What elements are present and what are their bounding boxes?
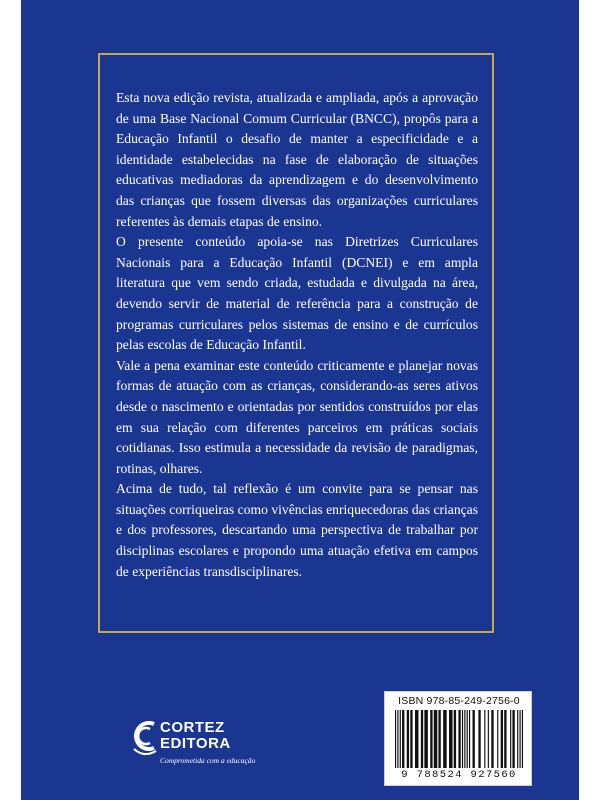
paragraph-2: O presente conteúdo apoia-se nas Diretrizes Curriculares Nacionais para a Educação Infantil (DCNEI) e em ampla literatura que vem sendo criada, estudada e divulgada na área, devendo servir de material de referência para a construção de programas curriculares pelos sistemas de ensino e de currículos pelas escolas de Educação Infantil. bbox=[116, 234, 478, 353]
publisher-logo bbox=[130, 718, 255, 778]
barcode-bar bbox=[478, 710, 480, 768]
barcode-bar bbox=[443, 710, 447, 768]
barcode-bar bbox=[424, 710, 428, 768]
barcode-bar bbox=[415, 710, 419, 768]
barcode-bar bbox=[438, 710, 440, 768]
barcode-bar bbox=[497, 710, 498, 768]
barcode-bar bbox=[488, 710, 489, 768]
cortez-c-icon bbox=[130, 718, 158, 758]
publisher-tagline: Comprometida com a educação bbox=[160, 756, 256, 765]
isbn-label: ISBN 978-85-249-2756-0 bbox=[398, 695, 520, 707]
barcode-bar bbox=[430, 710, 432, 768]
barcode-bar bbox=[469, 710, 470, 768]
barcode-bar bbox=[473, 710, 475, 768]
barcode-bar bbox=[504, 710, 506, 768]
barcode-bar bbox=[434, 710, 438, 768]
barcode-bar bbox=[510, 710, 511, 768]
barcode-bar bbox=[501, 710, 503, 768]
barcode-bar bbox=[410, 710, 412, 768]
barcode-bar bbox=[484, 710, 485, 768]
barcode-box bbox=[384, 691, 532, 786]
barcode-bar bbox=[491, 710, 493, 768]
barcode-bar bbox=[400, 710, 401, 768]
barcode-bar bbox=[454, 710, 456, 768]
barcode-bar bbox=[517, 710, 518, 768]
paragraph-4: Acima de tudo, tal reflexão é um convite para se pensar nas situações corriqueiras como vivências enriquecedoras das crianças e dos professores, descartando uma perspectiva de trabalhar por disciplinas escolares e propondo uma atuação efetiva em campos de experiências transdisciplinares. bbox=[116, 481, 478, 579]
barcode-number: 9 788524 927560 bbox=[401, 769, 517, 781]
publisher-name-line1: CORTEZ bbox=[160, 719, 225, 736]
paragraph-3: Vale a pena examinar este conteúdo criticamente e planejar novas formas de atuação com as crianças, considerando-as seres ativos desde o nascimento e orientadas por sentidos construídos por elas em sua relação com diferentes parceiros em práticas sociais cotidianas. Isso estimula a necessidade da revisão de paradigmas, rotinas, olhares. bbox=[116, 357, 478, 476]
barcode-bar bbox=[464, 710, 465, 768]
barcode-bar bbox=[519, 710, 520, 768]
paragraph-1: Esta nova edição revista, atualizada e ampliada, após a aprovação de uma Base Nacional Comum Curricular (BNCC), propôs para a Educação Infantil o desafio de manter a especificidade e a identidade estabelecidas na fase de elaboração de situações educativas mediadoras da aprendizagem e do desenvolvimento das crianças que fossem diversas das organizações curriculares referentes às demais etapas de ensino. bbox=[116, 90, 478, 229]
barcode-bar bbox=[458, 710, 460, 768]
blurb-text bbox=[116, 88, 478, 582]
barcode-bar bbox=[397, 710, 398, 768]
publisher-name bbox=[160, 720, 231, 752]
barcode-bars bbox=[395, 710, 523, 768]
barcode-bar bbox=[467, 710, 468, 768]
publisher-name-line2: EDITORA bbox=[160, 735, 231, 752]
back-cover bbox=[21, 0, 579, 800]
barcode-bar bbox=[462, 710, 463, 768]
barcode-bar bbox=[449, 710, 453, 768]
barcode-bar bbox=[421, 710, 423, 768]
barcode-bar bbox=[395, 710, 396, 768]
barcode-bar bbox=[407, 710, 409, 768]
barcode-bar bbox=[512, 710, 514, 768]
barcode-bar bbox=[402, 710, 404, 768]
barcode-bar bbox=[522, 710, 523, 768]
